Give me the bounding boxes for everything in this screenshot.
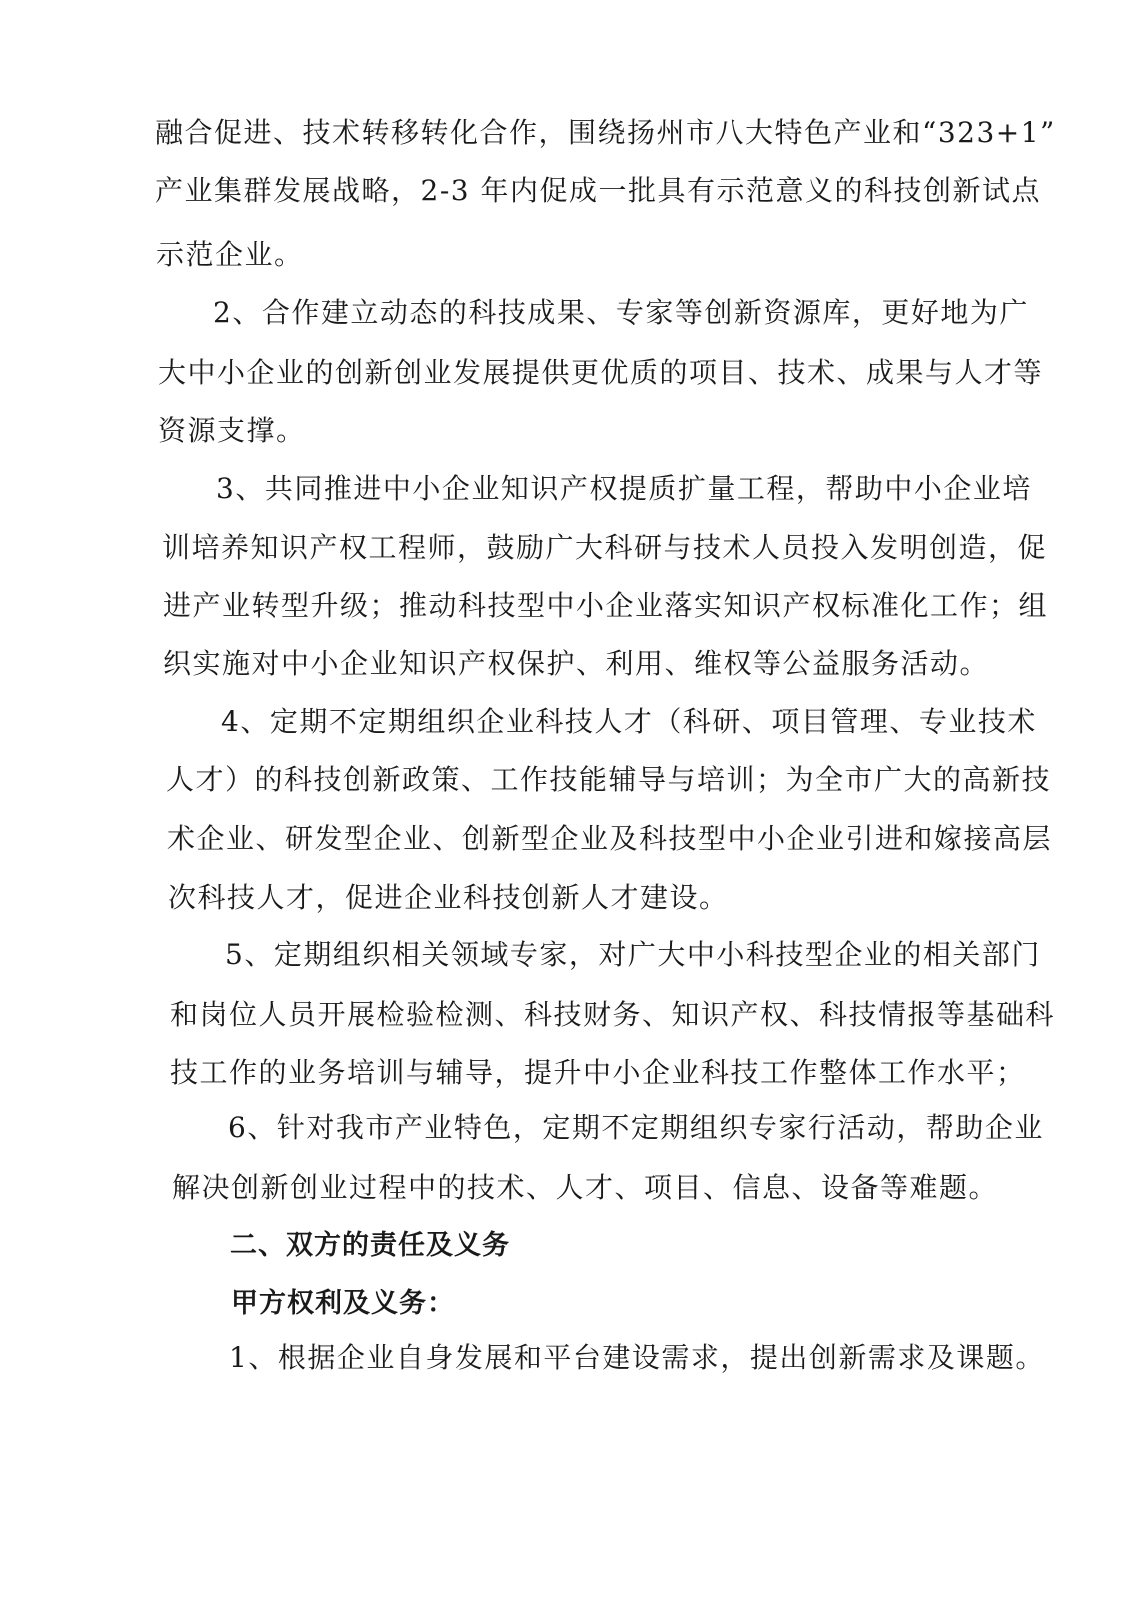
text-line: 大中小企业的创新创业发展提供更优质的项目、技术、成果与人才等 bbox=[158, 356, 1044, 389]
text-line: 次科技人才，促进企业科技创新人才建设。 bbox=[168, 881, 729, 914]
text-line: 人才）的科技创新政策、工作技能辅导与培训；为全市广大的高新技 bbox=[166, 763, 1052, 796]
text-line: 训培养知识产权工程师，鼓励广大科研与技术人员投入发明创造，促 bbox=[162, 531, 1048, 564]
text-line: 示范企业。 bbox=[156, 238, 304, 271]
section-heading: 二、双方的责任及义务 bbox=[230, 1230, 510, 1261]
text-line: 进产业转型升级；推动科技型中小企业落实知识产权标准化工作；组 bbox=[163, 589, 1049, 622]
text-line: 5、定期组织相关领域专家，对广大中小科技型企业的相关部门 bbox=[225, 938, 1041, 971]
text-line: 融合促进、技术转移转化合作，围绕扬州市八大特色产业和“323+1” bbox=[155, 116, 1056, 149]
text-line: 资源支撑。 bbox=[158, 414, 306, 447]
text-line: 6、针对我市产业特色，定期不定期组织专家行活动，帮助企业 bbox=[228, 1111, 1044, 1144]
text-line: 3、共同推进中小企业知识产权提质扩量工程，帮助中小企业培 bbox=[216, 472, 1032, 505]
text-line: 术企业、研发型企业、创新型企业及科技型中小企业引进和嫁接高层 bbox=[167, 822, 1053, 855]
text-line: 2、合作建立动态的科技成果、专家等创新资源库，更好地为广 bbox=[213, 296, 1029, 329]
text-line: 织实施对中小企业知识产权保护、利用、维权等公益服务活动。 bbox=[163, 647, 990, 680]
text-line: 产业集群发展战略，2-3 年内促成一批具有示范意义的科技创新试点 bbox=[155, 174, 1041, 207]
text-line: 和岗位人员开展检验检测、科技财务、知识产权、科技情报等基础科 bbox=[170, 998, 1056, 1031]
text-line: 4、定期不定期组织企业科技人才（科研、项目管理、专业技术 bbox=[221, 705, 1037, 738]
subsection-heading: 甲方权利及义务： bbox=[231, 1288, 455, 1319]
text-line: 解决创新创业过程中的技术、人才、项目、信息、设备等难题。 bbox=[172, 1171, 999, 1204]
text-line: 技工作的业务培训与辅导，提升中小企业科技工作整体工作水平； bbox=[170, 1056, 1026, 1089]
text-line: 1、根据企业自身发展和平台建设需求，提出创新需求及课题。 bbox=[229, 1341, 1045, 1374]
